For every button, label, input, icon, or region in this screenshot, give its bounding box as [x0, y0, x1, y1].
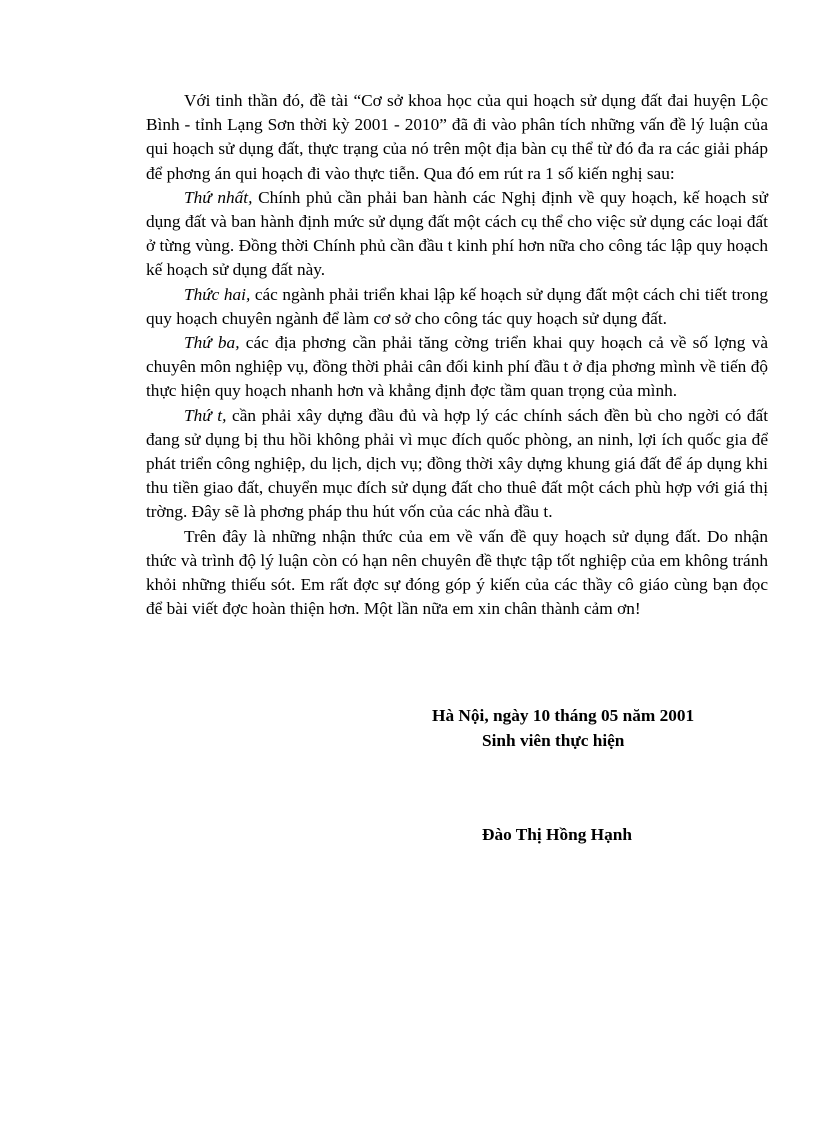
paragraph-lead: Thứ t,: [184, 405, 227, 425]
paragraph-text: cần phải xây dựng đầu đủ và hợp lý các chính sách đền bù cho ngời có đất đang sử dụng bị thu hồi không phải vì mục đích quốc phòng, an ninh, lợi ích quốc gia để phát triển công nghiệp, du lịch, dịch vụ; đồng thời xây dựng khung giá đất để áp dụng khi thu tiền giao đất, chuyển mục đích sử dụng đất cho thuê đất một cách phù hợp với giá thị trờng. Đây sẽ là phơng pháp thu hút vốn của các nhà đầu t.: [146, 405, 768, 522]
paragraph-recommendation-2: [146, 283, 768, 331]
document-body: [146, 89, 768, 621]
paragraph-text: Chính phủ cần phải ban hành các Nghị định về quy hoạch, kế hoạch sử dụng đất và ban hành định mức sử dụng đất một cách cụ thể cho việc sử dụng các loại đất ở từng vùng. Đồng thời Chính phủ cần đầu t kinh phí hơn nữa cho công tác lập quy hoạch kế hoạch sử dụng đất này.: [146, 187, 769, 280]
paragraph-intro: [146, 89, 768, 186]
signature-date: Hà Nội, ngày 10 tháng 05 năm 2001: [432, 706, 695, 725]
signature-name: Đào Thị Hồng Hạnh: [482, 825, 632, 844]
paragraph-text: Trên đây là những nhận thức của em về vấn đề quy hoạch sử dụng đất. Do nhận thức và trình độ lý luận còn có hạn nên chuyên đề thực tập tốt nghiệp của em không tránh khỏi những thiếu sót. Em rất đợc sự đóng góp ý kiến của các thầy cô giáo cùng bạn đọc để bài viết đợc hoàn thiện hơn. Một lần nữa em xin chân thành cảm ơn!: [146, 526, 768, 619]
paragraph-text: các ngành phải triển khai lập kế hoạch sử dụng đất một cách chi tiết trong quy hoạch chuyên ngành để làm cơ sở cho công tác quy hoạch sử dụng đất.: [146, 284, 768, 328]
paragraph-lead: Thứ ba,: [184, 333, 240, 353]
paragraph-recommendation-3: [146, 331, 768, 404]
paragraph-text: các địa phơng cần phải tăng cờng triển khai quy hoạch cả về số lợng và chuyên môn nghiệp vụ, đồng thời phải cân đối kinh phí đầu t ở địa phơng mình về tiến độ thực hiện quy hoạch nhanh hơn và khẳng định đợc tầm quan trọng của mình.: [146, 333, 768, 401]
paragraph-closing: [146, 525, 768, 622]
paragraph-text: Với tinh thần đó, đề tài “Cơ sở khoa học của qui hoạch sử dụng đất đai huyện Lộc Bình - tỉnh Lạng Sơn thời kỳ 2001 - 2010” đã đi vào phân tích những vấn đề lý luận của qui hoạch sử dụng đất, thực trạng của nó trên một địa bàn cụ thể từ đó đa ra các giải pháp để phơng án qui hoạch đi vào thực tiễn. Qua đó em rút ra 1 số kiến nghị sau:: [146, 91, 768, 183]
paragraph-lead: Thứ nhất,: [184, 187, 253, 207]
paragraph-recommendation-4: [146, 404, 768, 525]
paragraph-lead: Thức hai,: [184, 284, 251, 304]
paragraph-recommendation-1: [146, 186, 768, 283]
signature-role: Sinh viên thực hiện: [482, 731, 625, 750]
